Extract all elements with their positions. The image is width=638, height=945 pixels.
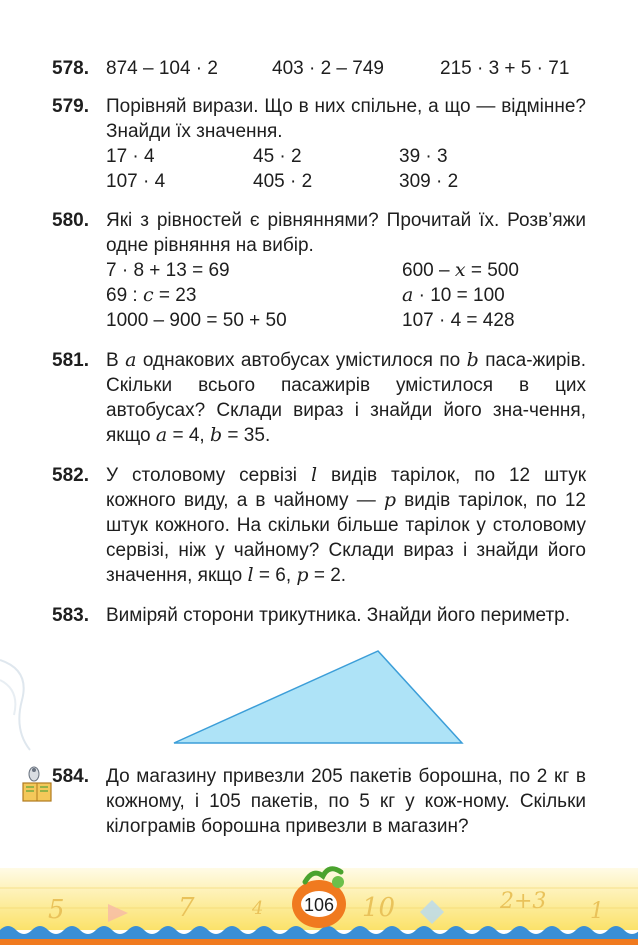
problem-text: До магазину привезли 205 пакетів борошна, по 2 кг в кожному, і 105 пакетів, по 5 кг у кож-ному. Скільки кілограмів борошна привезли в магазин? bbox=[106, 766, 586, 837]
problem-text: Виміряй сторони трикутника. Знайди його периметр. bbox=[106, 605, 570, 626]
problem-581 bbox=[52, 348, 586, 448]
problem-578 bbox=[52, 56, 586, 81]
problem-number: 584. bbox=[52, 766, 89, 787]
problem-text: Порівняй вирази. Що в них спільне, а що — відмінне? Знайди їх значення. bbox=[106, 96, 586, 142]
equation: 7 · 8 + 13 = 69 bbox=[106, 260, 230, 281]
equation: 600 – x = 500 bbox=[402, 259, 519, 281]
deco-digit: 10 bbox=[362, 893, 396, 923]
equation: 1000 – 900 = 50 + 50 bbox=[106, 310, 287, 331]
problem-number: 580. bbox=[52, 210, 89, 231]
problem-583 bbox=[52, 603, 586, 628]
expression: 215 · 3 + 5 · 71 bbox=[440, 58, 570, 79]
equation: a · 10 = 100 bbox=[402, 284, 505, 306]
deco-digit: 5 bbox=[48, 895, 65, 925]
problem-number: 583. bbox=[52, 605, 89, 626]
expression: 405 · 2 bbox=[253, 171, 313, 192]
book-pencil-icon bbox=[20, 765, 54, 805]
problem-text: У столовому сервізі l видів тарілок, по 12 штук кожного виду, а в чайному — p видів тарілок, по 12 штук кожного. На скільки більше тарілок у столовому сервізі, ніж у чайному? Склади вираз і знайди його значення, якщо l = 6, p = 2. bbox=[106, 464, 587, 586]
expression: 874 – 104 · 2 bbox=[106, 58, 218, 79]
decorative-swirl bbox=[0, 640, 40, 770]
deco-digit: 2+3 bbox=[500, 889, 547, 914]
problem-number: 578. bbox=[52, 58, 89, 79]
problem-number: 579. bbox=[52, 96, 89, 117]
equation: 69 : c = 23 bbox=[106, 284, 197, 306]
problem-579 bbox=[52, 94, 586, 194]
deco-digit: 7 bbox=[178, 893, 195, 923]
triangle-figure bbox=[160, 640, 480, 750]
footer-band bbox=[0, 858, 638, 945]
equation: 107 · 4 = 428 bbox=[402, 310, 515, 331]
expression: 403 · 2 – 749 bbox=[272, 58, 384, 79]
expression: 309 · 2 bbox=[399, 171, 459, 192]
problem-number: 582. bbox=[52, 465, 89, 486]
deco-digit: 4 bbox=[252, 898, 264, 919]
deco-digit: 1 bbox=[590, 899, 604, 924]
expression: 17 · 4 bbox=[106, 146, 155, 167]
page-number: 106 bbox=[303, 895, 335, 915]
problem-text: В a однакових автобусах умістилося по b паса-жирів. Скільки всього пасажирів умістилося в цих автобусах? Склади вираз і знайди його зна-чення, якщо a = 4, b = 35. bbox=[106, 349, 587, 446]
expression: 107 · 4 bbox=[106, 171, 166, 192]
problem-text: Які з рівностей є рівняннями? Прочитай їх. Розв’яжи одне рівняння на вибір. bbox=[106, 210, 586, 256]
problem-584 bbox=[52, 764, 586, 839]
problem-number: 581. bbox=[52, 350, 89, 371]
expression: 45 · 2 bbox=[253, 146, 302, 167]
problem-582 bbox=[52, 463, 586, 588]
expression: 39 · 3 bbox=[399, 146, 448, 167]
problem-580 bbox=[52, 208, 586, 333]
